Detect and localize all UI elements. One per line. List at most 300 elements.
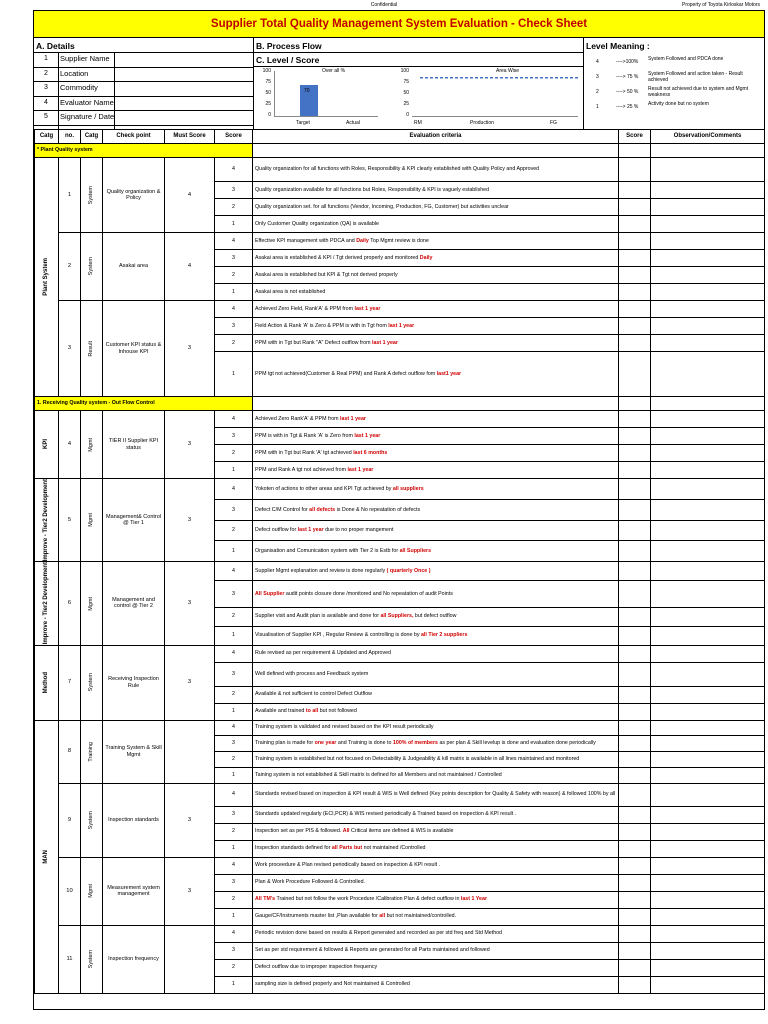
score-input-cell xyxy=(619,479,651,500)
criteria-text: Available and trained xyxy=(255,708,306,715)
evaluation-criteria xyxy=(253,976,619,993)
score-input-cell xyxy=(619,857,651,874)
details-row-number: 2 xyxy=(44,69,48,77)
sub-category-cell xyxy=(81,301,103,397)
criteria-highlight: all Tier 2 suppliers xyxy=(420,632,468,639)
section-header-row xyxy=(35,397,765,411)
sub-category-label: System xyxy=(88,673,95,692)
column-header: Check point xyxy=(103,130,165,144)
criteria-text: but not followed xyxy=(318,708,357,715)
criteria-text: Top Mgmt review is done xyxy=(368,237,429,244)
criteria-level: 3 xyxy=(215,581,253,608)
category-label: Plant System xyxy=(43,258,50,296)
sub-category-cell xyxy=(81,857,103,925)
criteria-text: Only Customer Quality organization (QA) is available xyxy=(255,220,379,227)
criteria-level: 4 xyxy=(215,645,253,662)
criteria-level: 1 xyxy=(215,703,253,720)
sub-category-label: Mgmt xyxy=(88,513,95,527)
item-number: 1 xyxy=(59,158,81,233)
criteria-level: 2 xyxy=(215,959,253,976)
table-row xyxy=(35,645,765,662)
criteria-highlight: all xyxy=(379,913,386,920)
evaluation-criteria xyxy=(253,199,619,216)
criteria-level: 1 xyxy=(215,352,253,397)
evaluation-criteria xyxy=(253,284,619,301)
criteria-level: 4 xyxy=(215,925,253,942)
score-input-cell xyxy=(619,891,651,908)
level-meaning-heading: Level Meaning : xyxy=(586,41,650,51)
level-score-heading: C. Level / Score xyxy=(256,55,320,65)
observation-cell xyxy=(651,959,765,976)
item-number: 5 xyxy=(59,479,81,562)
evaluation-criteria xyxy=(253,908,619,925)
observation-cell xyxy=(651,411,765,428)
criteria-text: Field Action & Rank 'A' is Zero & PPM is with in Tgt from xyxy=(255,322,389,329)
criteria-text: Standards revised based on inspection & KPI result & WIS is Well defined (Key points description for Quality & Safety with reason) & followed 100% by all xyxy=(255,791,616,798)
level-meaning-text: Activity done but no system xyxy=(648,101,709,107)
criteria-level: 3 xyxy=(215,662,253,686)
criteria-text: Quality organization set. for all functions (Vendor, Incoming, Production, FG, Customer) but activities unclear xyxy=(255,203,509,210)
criteria-text: Visualisation of Supplier KPI , Regular Review & controlling is done by xyxy=(255,632,421,639)
observation-cell xyxy=(651,874,765,891)
level-meaning-text: System Followed and PDCA done xyxy=(648,56,724,62)
criteria-level: 1 xyxy=(215,840,253,857)
details-heading: A. Details xyxy=(36,41,75,51)
must-score: 4 xyxy=(165,233,215,301)
criteria-text: Inspection standards defined for xyxy=(255,845,332,852)
score-input-cell xyxy=(619,267,651,284)
observation-cell xyxy=(651,857,765,874)
observation-cell xyxy=(651,267,765,284)
table-row xyxy=(35,857,765,874)
criteria-text: Organisation and Comunication system with Tier 2 is Estb for xyxy=(255,548,400,555)
criteria-text: Asakai area is not established xyxy=(255,288,326,295)
criteria-highlight: last 1 year xyxy=(340,415,366,422)
process-flow-heading: B. Process Flow xyxy=(256,41,322,51)
level-number: 3 xyxy=(596,74,599,80)
evaluation-criteria xyxy=(253,626,619,645)
must-score xyxy=(165,925,215,993)
evaluation-criteria xyxy=(253,335,619,352)
sub-category-cell xyxy=(81,233,103,301)
level-range: ---->100% xyxy=(616,59,639,65)
criteria-level: 2 xyxy=(215,335,253,352)
evaluation-criteria xyxy=(253,428,619,445)
details-row-label: Signature / Date xyxy=(60,112,115,121)
observation-cell xyxy=(651,703,765,720)
evaluation-criteria xyxy=(253,857,619,874)
check-point: Receiving Inspection Rule xyxy=(103,645,165,720)
criteria-text: Available & not sufficient to control Defect Outflow xyxy=(255,691,372,698)
column-header: Must Score xyxy=(165,130,215,144)
criteria-text: but defect outflow xyxy=(413,613,457,620)
sub-category-cell xyxy=(81,783,103,857)
level-range: ----> 75 % xyxy=(616,74,639,80)
overall-chart-ytick: 75 xyxy=(265,79,271,85)
evaluation-criteria xyxy=(253,411,619,428)
criteria-level: 3 xyxy=(215,942,253,959)
score-input-cell xyxy=(619,562,651,581)
observation-cell xyxy=(651,891,765,908)
criteria-level: 1 xyxy=(215,541,253,562)
criteria-text: Defect outflow for xyxy=(255,527,298,534)
category-label: KPI xyxy=(43,439,50,450)
level-number: 2 xyxy=(596,89,599,95)
criteria-level: 4 xyxy=(215,857,253,874)
column-header: Observation/Comments xyxy=(651,130,765,144)
overall-chart-title: Over all % xyxy=(322,68,346,74)
column-header: Score xyxy=(215,130,253,144)
criteria-text: Work proceedure & Plan revised periodically based on inspection & KPI result . xyxy=(255,862,441,869)
sub-category-cell xyxy=(81,645,103,720)
sub-category-label: System xyxy=(88,185,95,205)
criteria-level: 4 xyxy=(215,233,253,250)
level-meaning-text: Result not achieved due to system and Mgmt weakness xyxy=(648,86,749,98)
section-title: 1. Receiving Quality system - Out Flow Control xyxy=(35,397,253,411)
observation-cell xyxy=(651,428,765,445)
criteria-text: Standards updated regularly (ECI,PCR) & WIS revised periodically & Trained based on inspection & KPI result . xyxy=(255,811,517,818)
details-row-number: 1 xyxy=(44,55,48,62)
criteria-level: 1 xyxy=(215,976,253,993)
details-row-label: Location xyxy=(60,68,89,78)
evaluation-criteria xyxy=(253,783,619,806)
must-score: 4 xyxy=(165,158,215,233)
observation-cell xyxy=(651,908,765,925)
column-header: no. xyxy=(59,130,81,144)
evaluation-criteria xyxy=(253,541,619,562)
criteria-highlight: last 1 year xyxy=(388,322,415,329)
area-chart-ytick: 75 xyxy=(403,79,409,85)
observation-cell xyxy=(651,301,765,318)
table-row xyxy=(35,158,765,182)
observation-cell xyxy=(651,158,765,182)
column-header: Score xyxy=(619,130,651,144)
evaluation-criteria xyxy=(253,645,619,662)
overall-chart-ytick: 0 xyxy=(268,112,271,118)
score-input-cell xyxy=(619,925,651,942)
evaluation-criteria xyxy=(253,806,619,823)
criteria-text: Critical items are defined & WIS is available xyxy=(349,828,454,835)
criteria-text: Supplier Mgmt explanation and review is done regularly xyxy=(255,567,387,574)
observation-cell xyxy=(651,783,765,806)
criteria-level: 2 xyxy=(215,445,253,462)
criteria-text: audit points closure done /monitored and No repeatation of audit Points xyxy=(284,590,453,597)
sub-category-cell xyxy=(81,158,103,233)
evaluation-criteria xyxy=(253,942,619,959)
criteria-highlight: All xyxy=(342,828,350,835)
criteria-highlight: Daily xyxy=(356,237,369,244)
property-label: Property of Toyota Kirloskar Motors xyxy=(682,2,760,8)
score-input-cell xyxy=(619,662,651,686)
criteria-text: as per plan & Skill levelup is done and evaluation done periodically xyxy=(437,739,596,746)
observation-cell xyxy=(651,541,765,562)
observation-cell xyxy=(651,626,765,645)
must-score: 3 xyxy=(165,411,215,479)
evaluation-criteria xyxy=(253,216,619,233)
criteria-text: Well defined with process and Feedback system xyxy=(255,670,369,677)
criteria-text: Quality organization available for all functions but Roles, Responsibility & KPI is vaguely established xyxy=(255,186,490,193)
criteria-text: Plan & Work Procedure Followed & Controlled. xyxy=(255,879,366,886)
category-cell xyxy=(35,158,59,397)
overall-chart-xlabel: Actual xyxy=(346,120,360,126)
evaluation-criteria xyxy=(253,233,619,250)
score-input-cell xyxy=(619,199,651,216)
evaluation-criteria xyxy=(253,925,619,942)
criteria-highlight: all Suppliers xyxy=(399,548,432,555)
check-point: TIER II Supplier KPI status xyxy=(103,411,165,479)
score-input-cell xyxy=(619,158,651,182)
criteria-level: 1 xyxy=(215,216,253,233)
section-title: * Plant Quality system xyxy=(35,144,253,158)
check-point: Inspection frequency xyxy=(103,925,165,993)
column-header: Catg xyxy=(35,130,59,144)
category-label: Improve - Tier2 Development xyxy=(43,479,50,562)
score-input-cell xyxy=(619,686,651,703)
criteria-text: Defect C/M Control for xyxy=(255,506,310,513)
section-header-row xyxy=(35,144,765,158)
criteria-text: Taining system is not established & Skill matrix is defined for all Members and not maintained / Controlled xyxy=(255,771,502,778)
criteria-highlight: last 6 months xyxy=(353,449,388,456)
score-input-cell xyxy=(619,462,651,479)
criteria-highlight: all Suppliers, xyxy=(380,613,414,620)
overall-chart-data-label: 70 xyxy=(304,87,310,94)
observation-cell xyxy=(651,520,765,541)
level-range: ----> 25 % xyxy=(616,104,639,110)
evaluation-criteria xyxy=(253,445,619,462)
item-number: 11 xyxy=(59,925,81,993)
area-chart-xlabel: FG xyxy=(550,120,557,126)
sub-category-cell xyxy=(81,562,103,645)
details-row-number: 3 xyxy=(44,84,48,91)
criteria-level: 4 xyxy=(215,562,253,581)
observation-cell xyxy=(651,976,765,993)
observation-cell xyxy=(651,607,765,626)
criteria-text: Supplier visit and Audit plan is available and done for xyxy=(255,613,381,620)
criteria-highlight: Daily xyxy=(419,254,433,261)
criteria-level: 2 xyxy=(215,891,253,908)
criteria-highlight: ( quarterly Once ) xyxy=(386,567,431,574)
sub-category-label: Mgmt xyxy=(88,437,95,452)
evaluation-criteria xyxy=(253,318,619,335)
must-score: 3 xyxy=(165,479,215,562)
criteria-level: 2 xyxy=(215,199,253,216)
confidential-label: Confidential xyxy=(370,2,398,8)
sub-category-cell xyxy=(81,411,103,479)
score-input-cell xyxy=(619,428,651,445)
criteria-level: 1 xyxy=(215,284,253,301)
criteria-text: Rule revised as per requirement & Updated and Approved xyxy=(255,650,392,657)
overall-chart-ytick: 50 xyxy=(265,90,271,96)
area-chart-title: Area Wise xyxy=(496,68,520,74)
category-cell xyxy=(35,645,59,720)
criteria-level: 4 xyxy=(215,479,253,500)
evaluation-criteria xyxy=(253,479,619,500)
score-input-cell xyxy=(619,840,651,857)
criteria-text: Effective KPI management with PDCA and xyxy=(255,237,357,244)
criteria-level: 4 xyxy=(215,411,253,428)
observation-cell xyxy=(651,352,765,397)
sub-category-label: System xyxy=(88,257,95,276)
observation-cell xyxy=(651,233,765,250)
criteria-highlight: last 1 year xyxy=(354,305,381,312)
criteria-text: Asakai area is established but KPI & Tgt not derived properly xyxy=(255,271,398,278)
item-number: 8 xyxy=(59,720,81,783)
observation-cell xyxy=(651,216,765,233)
observation-cell xyxy=(651,562,765,581)
evaluation-criteria xyxy=(253,662,619,686)
details-row-number: 4 xyxy=(44,98,48,106)
evaluation-criteria xyxy=(253,182,619,199)
area-chart-ytick: 0 xyxy=(406,112,409,118)
area-chart-ytick: 100 xyxy=(400,68,409,74)
score-input-cell xyxy=(619,520,651,541)
check-point: Management& Control @ Tier 1 xyxy=(103,479,165,562)
criteria-level: 3 xyxy=(215,874,253,891)
criteria-text: Achieved Zero Rank'A' & PPM from xyxy=(255,415,341,422)
score-input-cell xyxy=(619,318,651,335)
area-chart-xlabel: RM xyxy=(414,120,422,126)
overall-chart xyxy=(256,68,386,128)
check-point: Measurement system management xyxy=(103,857,165,925)
score-input-cell xyxy=(619,823,651,840)
must-score: 3 xyxy=(165,301,215,397)
criteria-highlight: last 1 year xyxy=(354,432,381,439)
evaluation-criteria xyxy=(253,720,619,735)
observation-cell xyxy=(651,581,765,608)
item-number: 10 xyxy=(59,857,81,925)
evaluation-criteria xyxy=(253,874,619,891)
criteria-text: but not maintained/controlled. xyxy=(385,913,457,920)
score-input-cell xyxy=(619,301,651,318)
item-number: 3 xyxy=(59,301,81,397)
criteria-level: 3 xyxy=(215,250,253,267)
score-input-cell xyxy=(619,541,651,562)
criteria-text: Training system is established but not focused on Detectability & Judgeability & kill matrix is available in all lines maintained and monitored xyxy=(255,755,580,762)
criteria-level: 4 xyxy=(215,301,253,318)
evaluation-criteria xyxy=(253,250,619,267)
observation-cell xyxy=(651,645,765,662)
score-input-cell xyxy=(619,499,651,520)
score-input-cell xyxy=(619,182,651,199)
evaluation-criteria xyxy=(253,703,619,720)
criteria-highlight: last 1 year xyxy=(372,339,398,346)
score-input-cell xyxy=(619,751,651,767)
criteria-text: Achieved Zero Field, Rank'A' & PPM from xyxy=(255,305,355,312)
criteria-level: 2 xyxy=(215,751,253,767)
evaluation-criteria xyxy=(253,767,619,783)
area-chart xyxy=(394,68,580,128)
column-header: Catg xyxy=(81,130,103,144)
check-sheet xyxy=(33,10,765,1010)
category-cell xyxy=(35,562,59,645)
criteria-level: 1 xyxy=(215,462,253,479)
table-row xyxy=(35,720,765,735)
score-input-cell xyxy=(619,626,651,645)
criteria-highlight: all suppliers xyxy=(392,485,424,492)
criteria-text: PPM with in Tgt but Rank 'A' tgt achieved xyxy=(255,449,354,456)
level-number: 4 xyxy=(596,59,599,65)
evaluation-criteria xyxy=(253,891,619,908)
details-row-label: Supplier Name xyxy=(60,54,110,63)
evaluation-criteria xyxy=(253,823,619,840)
criteria-highlight: last 1 year xyxy=(347,466,374,473)
criteria-level: 3 xyxy=(215,318,253,335)
score-input-cell xyxy=(619,942,651,959)
score-input-cell xyxy=(619,352,651,397)
item-number: 6 xyxy=(59,562,81,645)
evaluation-criteria xyxy=(253,840,619,857)
observation-cell xyxy=(651,767,765,783)
score-input-cell xyxy=(619,233,651,250)
score-input-cell xyxy=(619,335,651,352)
column-header: Evaluation criteria xyxy=(253,130,619,144)
criteria-text: Yokoten of actions to other areas and KPI Tgt achieved by xyxy=(255,485,393,492)
score-input-cell xyxy=(619,767,651,783)
sub-category-label: Mgmt xyxy=(88,884,95,898)
score-input-cell xyxy=(619,959,651,976)
criteria-level: 4 xyxy=(215,783,253,806)
table-row xyxy=(35,562,765,581)
evaluation-criteria xyxy=(253,462,619,479)
evaluation-criteria xyxy=(253,686,619,703)
score-input-cell xyxy=(619,445,651,462)
score-input-cell xyxy=(619,806,651,823)
criteria-text: Periodic revision done based on results & Report generated and recorded as per std freq and Std Method xyxy=(255,930,503,937)
area-chart-ytick: 50 xyxy=(403,90,409,96)
evaluation-criteria xyxy=(253,607,619,626)
observation-cell xyxy=(651,445,765,462)
check-point: Inspection standards xyxy=(103,783,165,857)
criteria-text: PPM with in Tgt but Rank "A" Defect outflow from xyxy=(255,339,373,346)
area-chart-xlabel: Production xyxy=(470,120,494,126)
score-input-cell xyxy=(619,783,651,806)
sub-category-label: Mgmt xyxy=(88,596,95,611)
criteria-level: 3 xyxy=(215,806,253,823)
observation-cell xyxy=(651,182,765,199)
evaluation-criteria xyxy=(253,581,619,608)
table-row xyxy=(35,301,765,318)
evaluation-table xyxy=(34,129,765,994)
evaluation-criteria xyxy=(253,301,619,318)
observation-cell xyxy=(651,806,765,823)
criteria-text: Gauge/CF/Instruments master list ,Plan available for xyxy=(255,913,380,920)
category-label: Method xyxy=(43,671,50,694)
sub-category-cell xyxy=(81,925,103,993)
criteria-text: PPM tgt not achieved(Customer & Real PPM) and Rank A defect outflow fom xyxy=(255,370,437,377)
sheet-title: Supplier Total Quality Management System Evaluation - Check Sheet xyxy=(34,11,764,38)
sub-category-cell xyxy=(81,479,103,562)
observation-cell xyxy=(651,942,765,959)
criteria-level: 2 xyxy=(215,607,253,626)
criteria-text: PPM and Rank A tgt not achieved from xyxy=(255,466,348,473)
criteria-highlight: 100% of members xyxy=(392,739,438,746)
score-input-cell xyxy=(619,908,651,925)
observation-cell xyxy=(651,686,765,703)
score-input-cell xyxy=(619,284,651,301)
area-chart-ytick: 25 xyxy=(403,101,409,107)
score-input-cell xyxy=(619,216,651,233)
observation-cell xyxy=(651,735,765,751)
criteria-text: Asakai area is established & KPI / Tgt derived properly and monitored xyxy=(255,254,420,261)
evaluation-criteria xyxy=(253,959,619,976)
criteria-level: 4 xyxy=(215,720,253,735)
observation-cell xyxy=(651,662,765,686)
evaluation-criteria xyxy=(253,751,619,767)
table-header-row xyxy=(35,130,765,144)
score-input-cell xyxy=(619,607,651,626)
criteria-highlight: All TM's xyxy=(255,896,276,903)
criteria-highlight: last 1 Year xyxy=(460,896,488,903)
